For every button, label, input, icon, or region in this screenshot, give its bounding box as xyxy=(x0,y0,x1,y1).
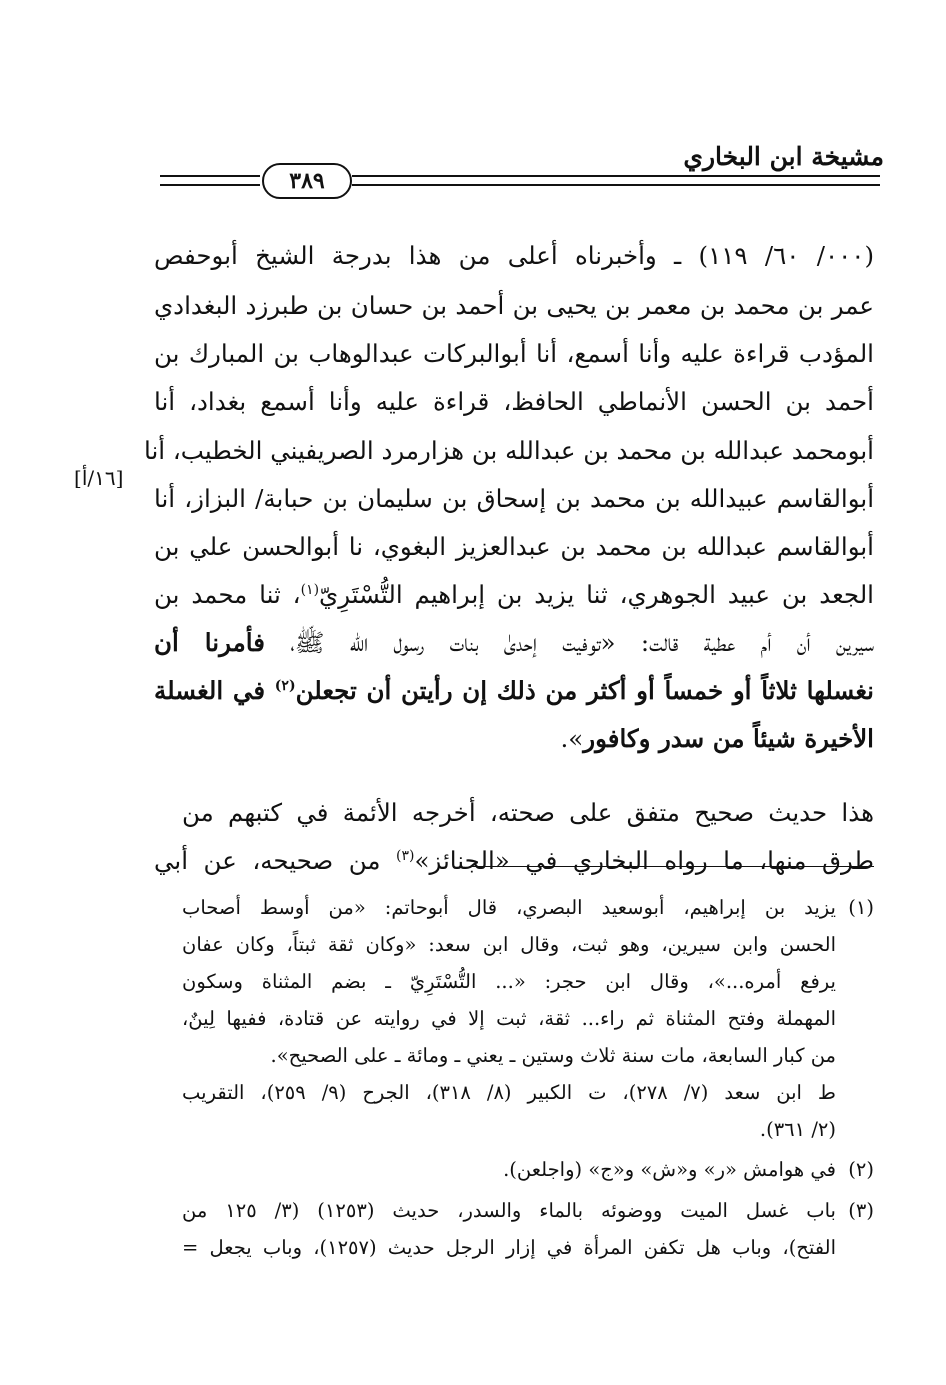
text-segment: الجعد بن عبيد الجوهري، ثنا يزيد بن إبراهيم التُّسْتَرِيّ xyxy=(319,580,874,609)
footnote-line: يزيد بن إبراهيم، أبوسعيد البصري، قال أبوحاتم: «من أوسط أصحاب xyxy=(182,896,836,919)
hadith-text-line xyxy=(154,676,874,705)
footnote-line: الحسن وابن سيرين، وهو ثبت، وقال ابن سعد: «وكان ثقة ثبتاً، وكان عفان xyxy=(182,933,836,956)
text-segment: سيرين أن أم عطية قالت: «توفيت إحدىٰ بنات رسول الله ﷺ، xyxy=(264,628,874,657)
hadith-text: في الغسلة xyxy=(154,676,275,705)
manuscript-folio-marker: [١٦/أ] xyxy=(74,466,124,490)
text-line: المؤدب قراءة عليه وأنا أسمع، أنا أبوالبركات عبدالوهاب بن المبارك بن xyxy=(154,339,874,368)
text-segment: طرق منها، ما رواه البخاري في «الجنائز» xyxy=(414,846,874,875)
header-rule-right xyxy=(352,175,880,186)
text-line: أبومحمد عبدالله بن محمد بن عبدالله بن هزارمرد الصريفيني الخطيب، أنا xyxy=(144,436,874,465)
footnote-line: (٢/ ٣٦١). xyxy=(759,1118,836,1141)
text-line xyxy=(154,724,874,753)
text-line: عمر بن محمد بن معمر بن يحيى بن أحمد بن حسان بن طبرزد البغدادي xyxy=(154,291,874,320)
hadith-text: فأمرنا أن xyxy=(154,628,265,657)
footnote-separator xyxy=(470,866,874,867)
footnote-line: يرفع أمره...»، وقال ابن حجر: «... التُّسْتَرِيّ ـ بضم المثناة وسكون xyxy=(182,970,836,993)
footnote-line: من كبار السابعة، مات سنة ثلاث وستين ـ يعني ـ ومائة ـ على الصحيح». xyxy=(270,1044,836,1067)
text-segment: ، ثنا محمد بن xyxy=(154,580,301,609)
text-line: أبوالقاسم عبدالله بن محمد بن عبدالعزيز البغوي، نا أبوالحسن علي بن xyxy=(154,532,874,561)
footnote-ref-1[interactable]: (١) xyxy=(300,581,320,598)
footnote-line: الفتح)، وباب هل تكفن المرأة في إزار الرجل حديث (١٢٥٧)، وباب يجعل = xyxy=(182,1236,836,1259)
text-segment: من صحيحه، عن أبي xyxy=(154,846,397,875)
page-number: ٣٨٩ xyxy=(262,163,352,199)
footnote-ref-2[interactable]: (٢) xyxy=(274,677,296,694)
running-header-title: مشيخة ابن البخاري xyxy=(683,142,884,171)
footnote-line: ط ابن سعد (٧/ ٢٧٨)، ت الكبير (٨/ ٣١٨)، الجرح (٩/ ٢٥٩)، التقريب xyxy=(182,1081,836,1104)
text-line xyxy=(154,580,874,609)
footnote-number: (١) xyxy=(848,896,874,919)
hadith-text: نغسلها ثلاثاً أو خمساً أو أكثر من ذلك إن رأيتن أن تجعلن xyxy=(295,676,874,705)
footnote-number: (٣) xyxy=(848,1199,874,1222)
header-rule-left xyxy=(160,175,260,186)
footnote-number: (٢) xyxy=(848,1158,874,1181)
text-line: أبوالقاسم عبيدالله بن محمد بن إسحاق بن سليمان بن حبابة/ البزاز، أنا xyxy=(154,484,874,513)
footnote-line: باب غسل الميت ووضوئه بالماء والسدر، حديث (١٢٥٣) (٣/ ١٢٥ من xyxy=(182,1199,836,1222)
text-line: أحمد بن الحسن الأنماطي الحافظ، قراءة عليه وأنا أسمع بغداد، أنا xyxy=(154,387,874,416)
text-segment: ». xyxy=(560,724,584,753)
text-line: هذا حديث صحيح متفق على صحته، أخرجه الأئمة في كتبهم من xyxy=(182,798,874,827)
hadith-text: الأخيرة شيئاً من سدر وكافور xyxy=(583,724,874,753)
text-line: (٠٠٠/ ٦٠/ ١١٩) ـ وأخبرناه أعلى من هذا بدرجة الشيخ أبوحفص xyxy=(154,241,875,270)
text-line xyxy=(154,628,874,664)
footnote-line: في هوامش «ر» و«ش» و«ج» (واجلعن). xyxy=(503,1158,836,1181)
text-line xyxy=(154,846,874,875)
footnote-line: المهملة وفتح المثناة ثم راء... ثقة، ثبت إلا في روايته عن قتادة، ففيها لِينٌ، xyxy=(182,1007,836,1030)
footnote-ref-3[interactable]: (٣) xyxy=(396,847,415,864)
